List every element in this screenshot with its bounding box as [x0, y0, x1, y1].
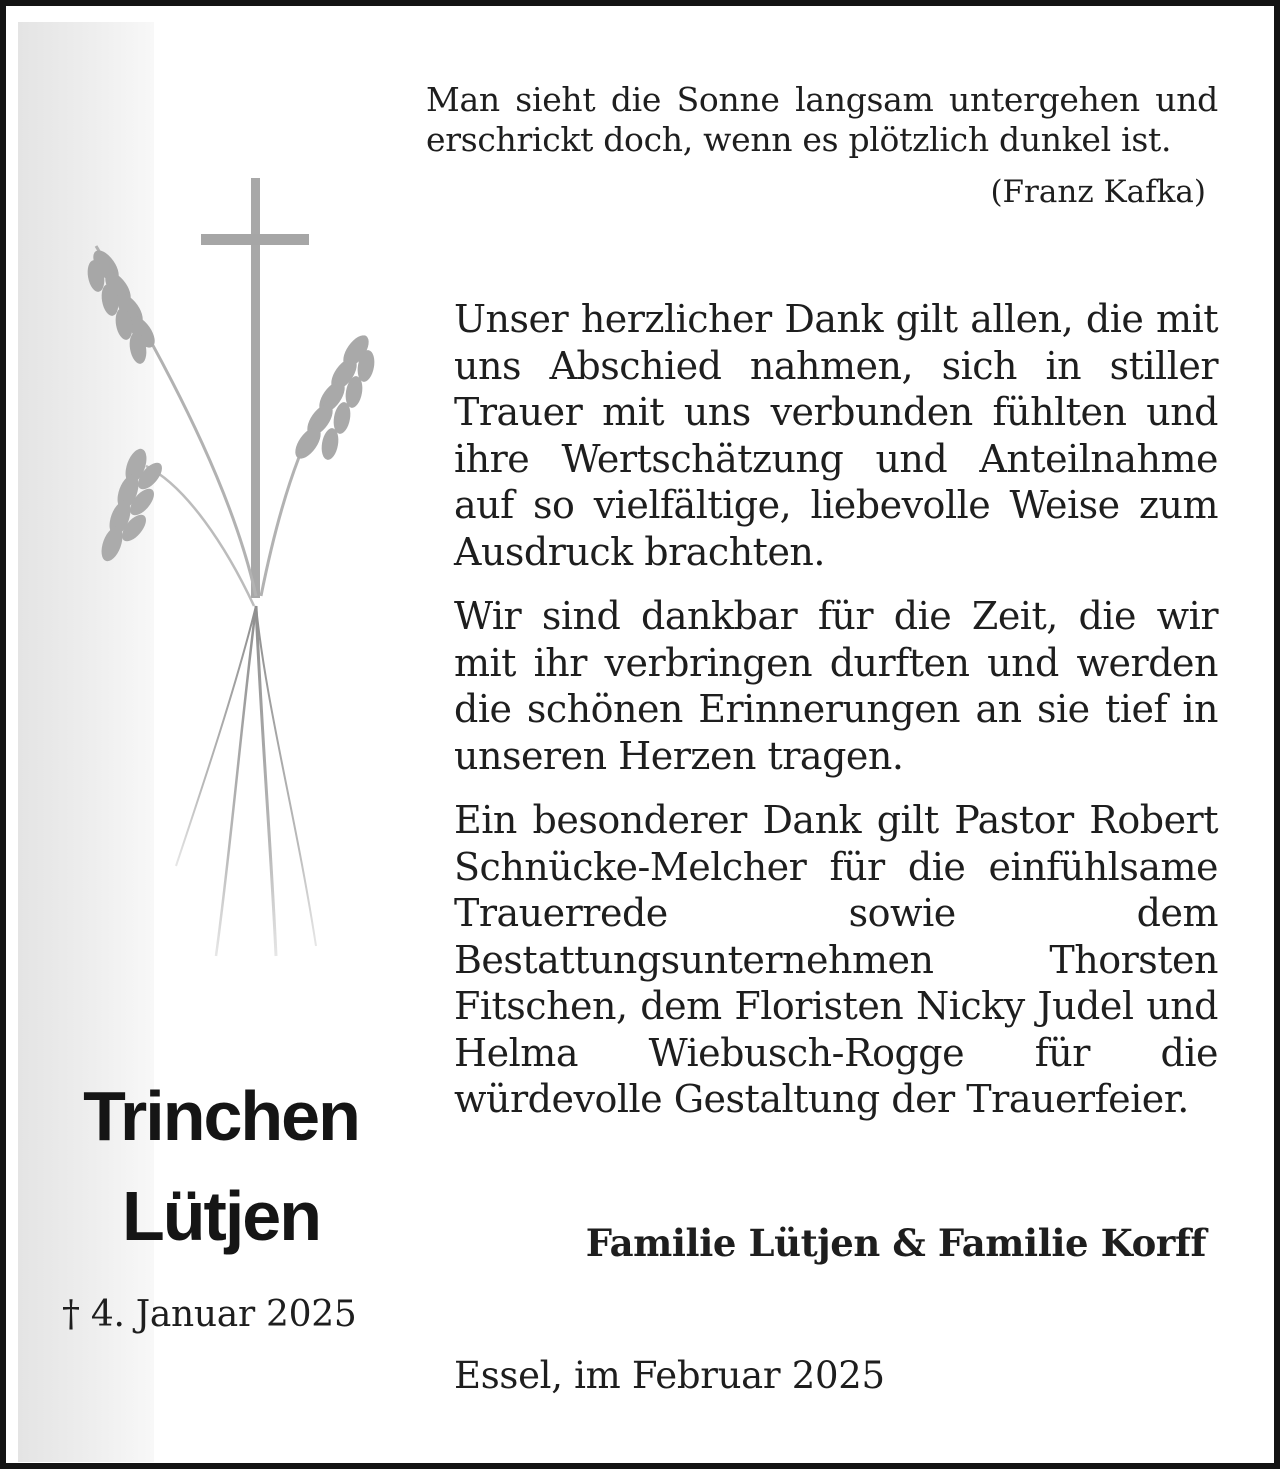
thanks-paragraph: Wir sind dankbar für die Zeit, die wir mit ihr verbringen durften und werden die schönen Erinnerungen an sie tief in unseren Herzen tragen.: [454, 594, 1218, 778]
deceased-last-name: Lütjen: [122, 1177, 320, 1255]
quote-author: (Franz Kafka): [990, 174, 1206, 210]
family-signature: Familie Lütjen & Familie Korff: [585, 1221, 1206, 1265]
thanks-text: [454, 296, 1218, 1141]
cross-with-wheat-icon: [66, 166, 406, 966]
quote-text: Man sieht die Sonne langsam untergehen und erschrickt doch, wenn es plötzlich dunkel ist.: [426, 80, 1218, 159]
place-date: Essel, im Februar 2025: [454, 1354, 885, 1397]
deceased-name: [46, 1066, 396, 1266]
thanks-paragraph: Unser herzlicher Dank gilt allen, die mit uns Abschied nahmen, sich in stiller Trauer mit uns verbunden fühlten und ihre Wertschätzung und Anteilnahme auf so vielfältige, liebevolle Weise zum Ausdruck brachten.: [454, 297, 1218, 574]
death-date: † 4. Januar 2025: [62, 1294, 357, 1335]
thanks-paragraph: Ein besonderer Dank gilt Pastor Robert Schnücke-Melcher für die einfühlsame Trauerrede sowie dem Bestattungsunternehmen Thorsten Fitschen, dem Floristen Nicky Judel und Helma Wiebusch-Rogge für die würdevolle Gestaltung der Trauerfeier.: [454, 798, 1218, 1121]
deceased-first-name: Trinchen: [83, 1077, 359, 1155]
